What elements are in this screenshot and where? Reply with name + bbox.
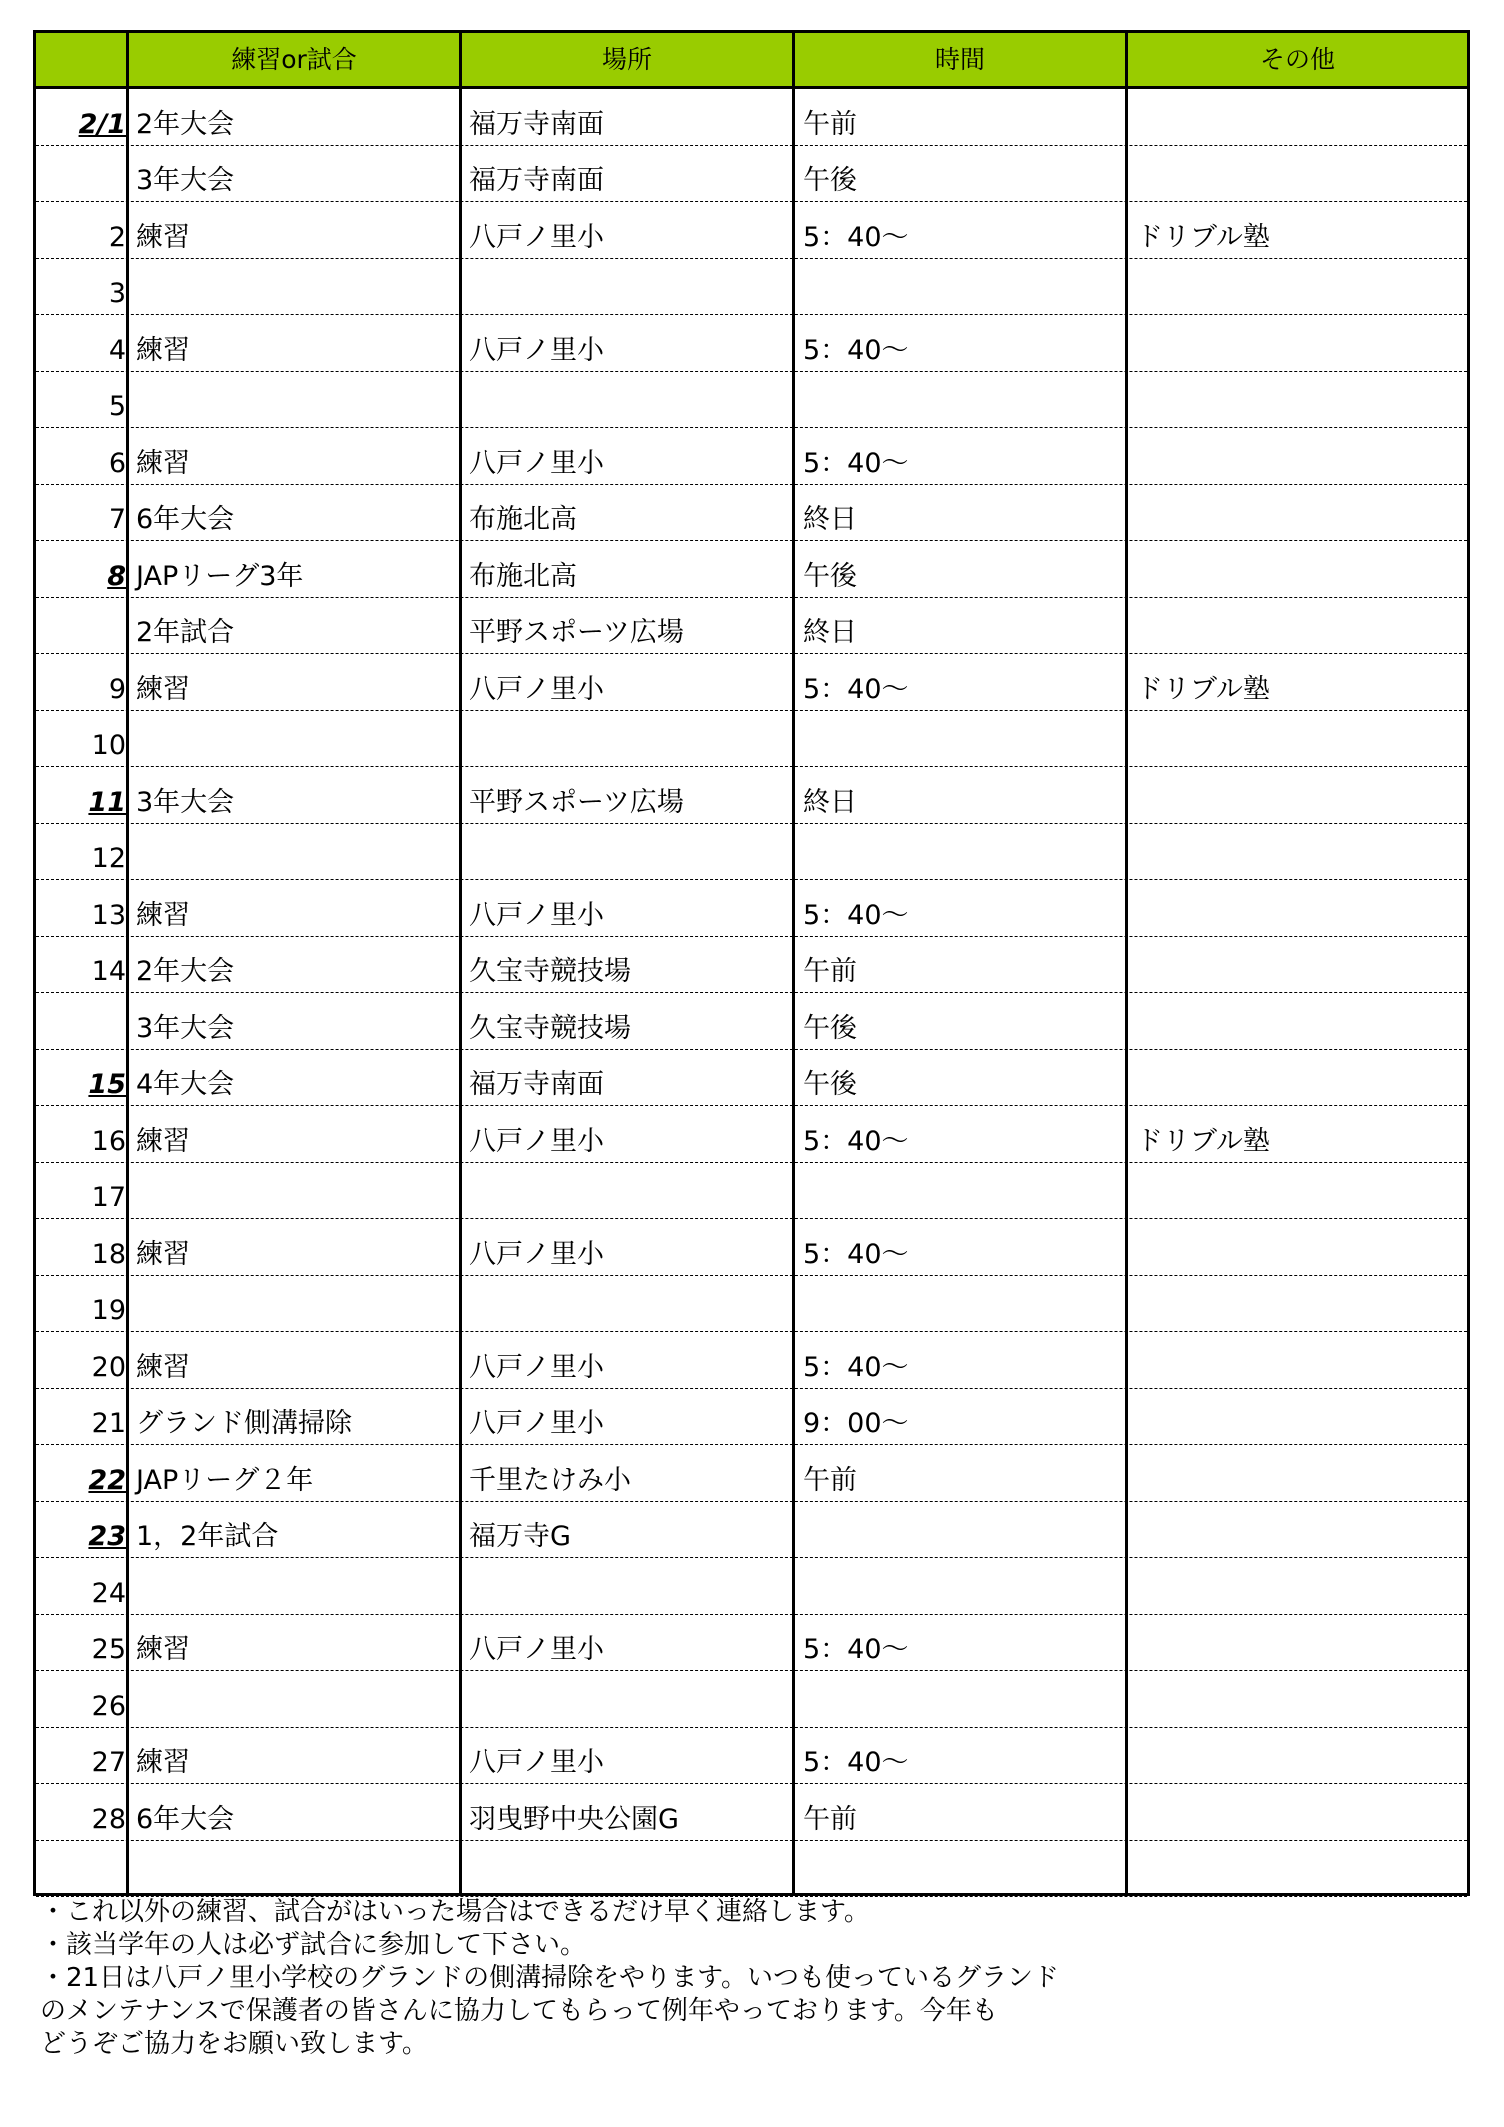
table-row <box>36 1332 1467 1389</box>
header-date <box>36 33 126 86</box>
date-cell: 2/1 <box>78 108 126 140</box>
table-row <box>36 146 1467 203</box>
table-row <box>36 1728 1467 1785</box>
table-row <box>36 1163 1467 1220</box>
time-cell: 5：40～ <box>803 1351 909 1383</box>
date-cell: 16 <box>91 1125 126 1157</box>
place-cell: 千里たけみ小 <box>469 1464 631 1496</box>
time-cell: 9：00～ <box>803 1408 909 1439</box>
place-cell: 八戸ノ里小 <box>469 221 604 253</box>
table-row <box>36 1615 1467 1672</box>
activity-cell: 2年大会 <box>136 956 235 987</box>
activity-cell: JAPリーグ２年 <box>136 1464 314 1496</box>
other-cell: ドリブル塾 <box>1136 221 1270 253</box>
table-row <box>36 767 1467 824</box>
note-line: どうぞご協力をお願い致します。 <box>40 2029 428 2059</box>
date-cell: 9 <box>108 673 126 705</box>
time-cell: 終日 <box>803 617 857 648</box>
date-cell: 27 <box>91 1747 126 1778</box>
table-row <box>36 1671 1467 1728</box>
table-row <box>36 89 1467 146</box>
header-place: 場所 <box>601 45 652 74</box>
header-activity: 練習or試合 <box>231 45 357 74</box>
time-cell: 終日 <box>803 504 857 535</box>
place-cell: 八戸ノ里小 <box>469 1747 604 1778</box>
time-cell: 午後 <box>803 1012 857 1044</box>
time-cell: 5：40～ <box>803 334 909 366</box>
activity-cell: グランド側溝掃除 <box>136 1408 352 1439</box>
table-row <box>36 1389 1467 1446</box>
place-cell: 平野スポーツ広場 <box>469 786 684 818</box>
place-cell: 八戸ノ里小 <box>469 673 604 705</box>
table-row <box>36 259 1467 316</box>
place-cell: 平野スポーツ広場 <box>469 617 684 648</box>
date-cell: 28 <box>91 1803 126 1835</box>
table-row <box>36 711 1467 768</box>
place-cell: 八戸ノ里小 <box>469 1634 604 1665</box>
activity-cell: 1，2年試合 <box>136 1521 279 1552</box>
time-cell: 午前 <box>803 1803 857 1835</box>
date-cell: 20 <box>91 1351 126 1383</box>
place-cell: 布施北高 <box>469 504 577 535</box>
table-row <box>36 428 1467 485</box>
date-cell: 11 <box>88 786 126 818</box>
table-row <box>36 1558 1467 1615</box>
place-cell: 八戸ノ里小 <box>469 899 604 931</box>
activity-cell: 練習 <box>136 673 190 705</box>
note-line: ・21日は八戸ノ里小学校のグランドの側溝掃除をやります。いつも使っているグランド <box>40 1963 1060 1993</box>
table-row <box>36 1445 1467 1502</box>
date-cell: 21 <box>91 1408 126 1439</box>
place-cell: 八戸ノ里小 <box>469 1408 604 1439</box>
date-cell: 5 <box>108 391 126 422</box>
time-cell: 午後 <box>803 560 857 592</box>
activity-cell: 3年大会 <box>136 165 235 196</box>
table-row <box>36 598 1467 655</box>
table-row <box>36 1050 1467 1107</box>
date-cell: 2 <box>108 221 126 253</box>
table-row <box>36 1219 1467 1276</box>
date-cell: 13 <box>91 899 126 931</box>
activity-cell: 2年試合 <box>136 617 235 648</box>
activity-cell: 練習 <box>136 899 190 931</box>
table-header-row <box>36 33 1467 89</box>
column-divider <box>792 33 795 1893</box>
activity-cell: 練習 <box>136 1351 190 1383</box>
time-cell: 5：40～ <box>803 899 909 931</box>
place-cell: 八戸ノ里小 <box>469 1238 604 1270</box>
activity-cell: JAPリーグ3年 <box>136 560 304 592</box>
column-divider <box>1125 33 1128 1893</box>
other-cell: ドリブル塾 <box>1136 1125 1270 1157</box>
time-cell: 5：40～ <box>803 1125 909 1157</box>
date-cell: 14 <box>91 956 126 987</box>
date-cell: 3 <box>108 278 126 309</box>
place-cell: 福万寺南面 <box>469 165 604 196</box>
date-cell: 7 <box>108 504 126 535</box>
column-divider <box>459 33 462 1893</box>
activity-cell: 練習 <box>136 334 190 366</box>
table-row <box>36 485 1467 542</box>
table-row <box>36 1784 1467 1841</box>
time-cell: 5：40～ <box>803 1747 909 1778</box>
table-row <box>36 1106 1467 1163</box>
date-cell: 17 <box>91 1182 126 1213</box>
time-cell: 午前 <box>803 956 857 987</box>
activity-cell: 練習 <box>136 221 190 253</box>
time-cell: 午後 <box>803 1069 857 1100</box>
place-cell: 布施北高 <box>469 560 577 592</box>
table-row <box>36 541 1467 598</box>
place-cell: 八戸ノ里小 <box>469 1125 604 1157</box>
time-cell: 5：40～ <box>803 1238 909 1270</box>
table-row <box>36 372 1467 429</box>
table-row <box>36 993 1467 1050</box>
activity-cell: 6年大会 <box>136 1803 235 1835</box>
date-cell: 12 <box>91 843 126 874</box>
date-cell: 15 <box>88 1069 126 1100</box>
place-cell: 八戸ノ里小 <box>469 334 604 366</box>
time-cell: 午前 <box>803 1464 857 1496</box>
activity-cell: 6年大会 <box>136 504 235 535</box>
table-row <box>36 1502 1467 1559</box>
activity-cell: 練習 <box>136 1747 190 1778</box>
table-row <box>36 880 1467 937</box>
place-cell: 福万寺G <box>469 1521 571 1552</box>
note-line: ・これ以外の練習、試合がはいった場合はできるだけ早く連絡します。 <box>40 1897 870 1927</box>
table-row <box>36 937 1467 994</box>
table-row <box>36 315 1467 372</box>
date-cell: 8 <box>107 560 126 592</box>
time-cell: 5：40～ <box>803 1634 909 1665</box>
table-row <box>36 824 1467 881</box>
place-cell: 久宝寺競技場 <box>469 956 631 987</box>
date-cell: 22 <box>88 1464 126 1496</box>
date-cell: 25 <box>91 1634 126 1665</box>
date-cell: 19 <box>91 1295 126 1326</box>
place-cell: 八戸ノ里小 <box>469 447 604 479</box>
time-cell: 午後 <box>803 165 857 196</box>
time-cell: 5：40～ <box>803 221 909 253</box>
column-divider <box>126 33 129 1893</box>
date-cell: 23 <box>88 1521 126 1552</box>
place-cell: 福万寺南面 <box>469 1069 604 1100</box>
date-cell: 6 <box>108 447 126 479</box>
note-line: のメンテナンスで保護者の皆さんに協力してもらって例年やっております。今年も <box>40 1996 998 2026</box>
date-cell: 4 <box>108 334 126 366</box>
date-cell: 26 <box>91 1690 126 1722</box>
activity-cell: 4年大会 <box>136 1069 235 1100</box>
notes-section <box>40 1896 1420 2061</box>
time-cell: 終日 <box>803 786 857 818</box>
activity-cell: 練習 <box>136 1634 190 1665</box>
other-cell: ドリブル塾 <box>1136 673 1270 705</box>
table-row <box>36 1276 1467 1333</box>
header-other: その他 <box>1259 45 1335 74</box>
activity-cell: 3年大会 <box>136 786 235 818</box>
table-row <box>36 202 1467 259</box>
table-row <box>36 654 1467 711</box>
place-cell: 久宝寺競技場 <box>469 1012 631 1044</box>
date-cell: 24 <box>91 1577 126 1609</box>
activity-cell: 練習 <box>136 447 190 479</box>
activity-cell: 練習 <box>136 1125 190 1157</box>
activity-cell: 2年大会 <box>136 108 235 140</box>
time-cell: 5：40～ <box>803 673 909 705</box>
time-cell: 午前 <box>803 108 857 140</box>
date-cell: 10 <box>91 730 126 761</box>
time-cell: 5：40～ <box>803 447 909 479</box>
table-row <box>36 1841 1467 1898</box>
place-cell: 八戸ノ里小 <box>469 1351 604 1383</box>
header-time: 時間 <box>934 45 985 74</box>
place-cell: 羽曳野中央公園G <box>469 1803 679 1835</box>
activity-cell: 3年大会 <box>136 1012 235 1044</box>
note-line: ・該当学年の人は必ず試合に参加して下さい。 <box>40 1930 587 1960</box>
schedule-table <box>33 30 1470 1896</box>
date-cell: 18 <box>91 1238 126 1270</box>
activity-cell: 練習 <box>136 1238 190 1270</box>
place-cell: 福万寺南面 <box>469 108 604 140</box>
